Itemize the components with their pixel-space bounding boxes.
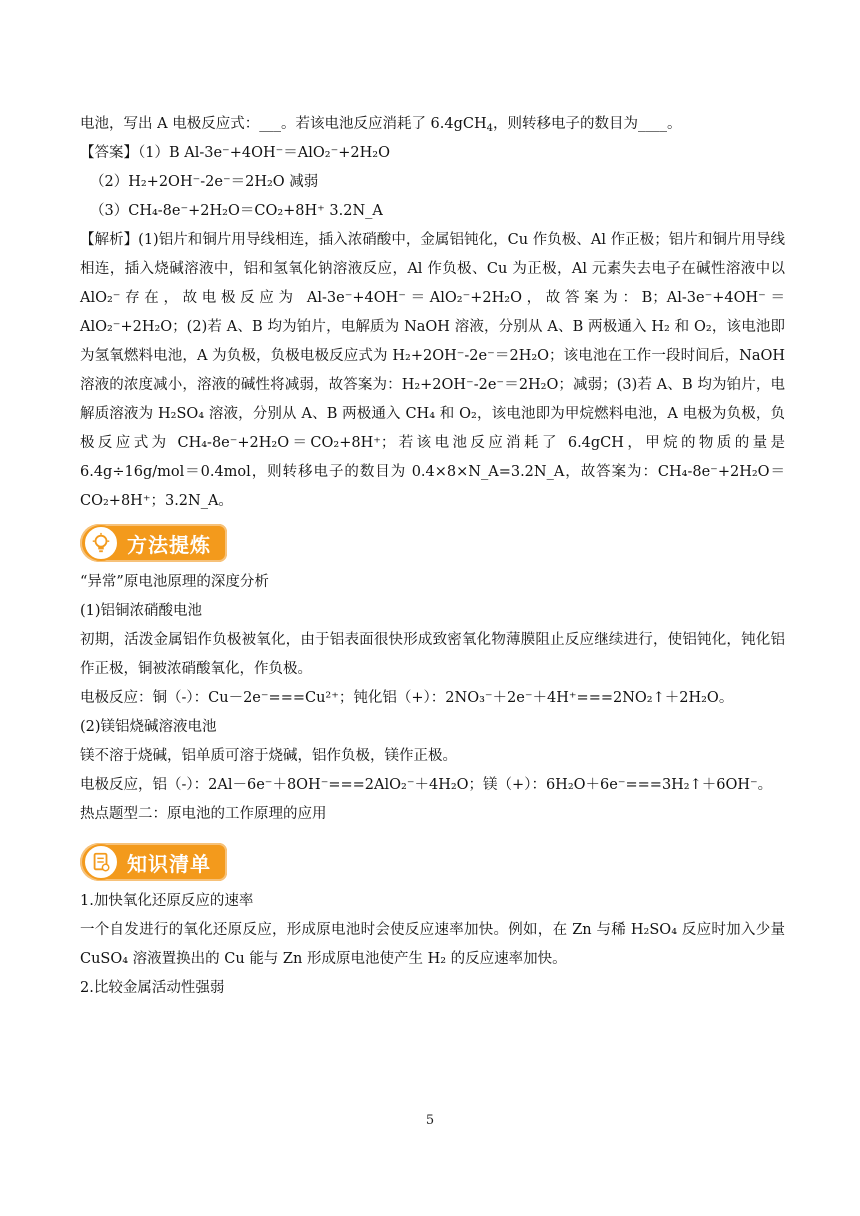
page-content	[80, 110, 785, 1003]
knowledge-badge	[80, 843, 227, 881]
answer-line-1	[80, 139, 785, 168]
method-sub1-text: 初期，活泼金属铝作负极被氧化，由于铝表面很快形成致密氧化物薄膜阻止反应继续进行，使铝钝化，钝化铝作正极，铜被浓硝酸氧化，作负极。	[80, 632, 785, 677]
answer-item-2: （2）H₂+2OH⁻-2e⁻＝2H₂O 减弱	[90, 174, 319, 190]
lightbulb-icon	[83, 525, 119, 561]
answer-line-2	[80, 168, 785, 197]
question-continuation	[80, 110, 785, 139]
question-subscript: 4	[486, 123, 494, 134]
method-sub1-electrode: 电极反应：铜（-）：Cu－2e⁻===Cu²⁺；钝化铝（+）：2NO₃⁻＋2e⁻＋4H⁺===2NO₂↑＋2H₂O。	[80, 690, 734, 706]
answer-label: 【答案】	[80, 145, 138, 161]
method-badge	[80, 524, 227, 562]
knowledge-item1-text: 一个自发进行的氧化还原反应，形成原电池时会使反应速率加快。例如，在 Zn 与稀 H₂SO₄ 反应时加入少量 CuSO₄ 溶液置换出的 Cu 能与 Zn 形成原电池使产生 H₂ 的反应速率加快。	[80, 922, 785, 967]
answer-line-3	[80, 197, 785, 226]
method-sub2-electrode: 电极反应，铝（-）：2Al－6e⁻＋8OH⁻===2AlO₂⁻＋4H₂O；镁（+）：6H₂O＋6e⁻===3H₂↑＋6OH⁻。	[80, 777, 773, 793]
knowledge-item1-title: 1.加快氧化还原反应的速率	[80, 893, 254, 909]
method-sub1-title: (1)铝铜浓硝酸电池	[80, 603, 203, 619]
question-text-a: 电池，写出 A 电极反应式：___。若该电池反应消耗了 6.4gCH	[80, 116, 487, 132]
analysis-label: 【解析】	[80, 232, 139, 248]
method-title: “异常”原电池原理的深度分析	[80, 574, 269, 590]
knowledge-item2-title: 2.比较金属活动性强弱	[80, 980, 225, 996]
hot-topic-heading: 热点题型二：原电池的工作原理的应用	[80, 806, 327, 822]
method-sub2-text: 镁不溶于烧碱，铝单质可溶于烧碱，铝作负极，镁作正极。	[80, 748, 457, 764]
knowledge-badge-label: 知识清单	[127, 851, 211, 876]
answer-item-1: （1）B Al-3e⁻+4OH⁻＝AlO₂⁻+2H₂O	[138, 145, 390, 161]
document-icon	[83, 844, 119, 880]
method-sub2-title: (2)镁铝烧碱溶液电池	[80, 719, 217, 735]
page-number: 5	[425, 1113, 435, 1128]
answer-item-3: （3）CH₄-8e⁻+2H₂O＝CO₂+8H⁺ 3.2N_A	[90, 203, 383, 219]
analysis-paragraph	[80, 226, 785, 516]
analysis-text: (1)铝片和铜片用导线相连，插入浓硝酸中，金属铝钝化，Cu 作负极、Al 作正极；铝片和铜片用导线相连，插入烧碱溶液中，铝和氢氧化钠溶液反应，Al 作负极、Cu 为正极，Al 元素失去电子在碱性溶液中以 AlO₂⁻存在，故电极反应为 Al-3e⁻+4OH⁻＝AlO₂⁻+2H₂O，故答案为：B；Al-3e⁻+4OH⁻＝AlO₂⁻+2H₂O；(2)若 A、B 均为铂片，电解质为 NaOH 溶液，分别从 A、B 两极通入 H₂ 和 O₂，该电池即为氢氧燃料电池，A 为负极，负极电极反应式为 H₂+2OH⁻-2e⁻＝2H₂O；该电池在工作一段时间后，NaOH 溶液的浓度减小，溶液的碱性将减弱，故答案为：H₂+2OH⁻-2e⁻＝2H₂O；减弱；(3)若 A、B 均为铂片，电解质溶液为 H₂SO₄ 溶液，分别从 A、B 两极通入 CH₄ 和 O₂，该电池即为甲烷燃料电池，A 电极为负极，负极反应式为 CH₄-8e⁻+2H₂O＝CO₂+8H⁺；若该电池反应消耗了 6.4gCH，甲烷的物质的量是 6.4g÷16g/mol＝0.4mol，则转移电子的数目为 0.4×8×N_A=3.2N_A，故答案为：CH₄-8e⁻+2H₂O＝CO₂+8H⁺；3.2N_A。	[80, 232, 786, 509]
question-text-c: ，则转移电子的数目为____。	[493, 116, 682, 132]
method-badge-label: 方法提炼	[127, 532, 211, 557]
